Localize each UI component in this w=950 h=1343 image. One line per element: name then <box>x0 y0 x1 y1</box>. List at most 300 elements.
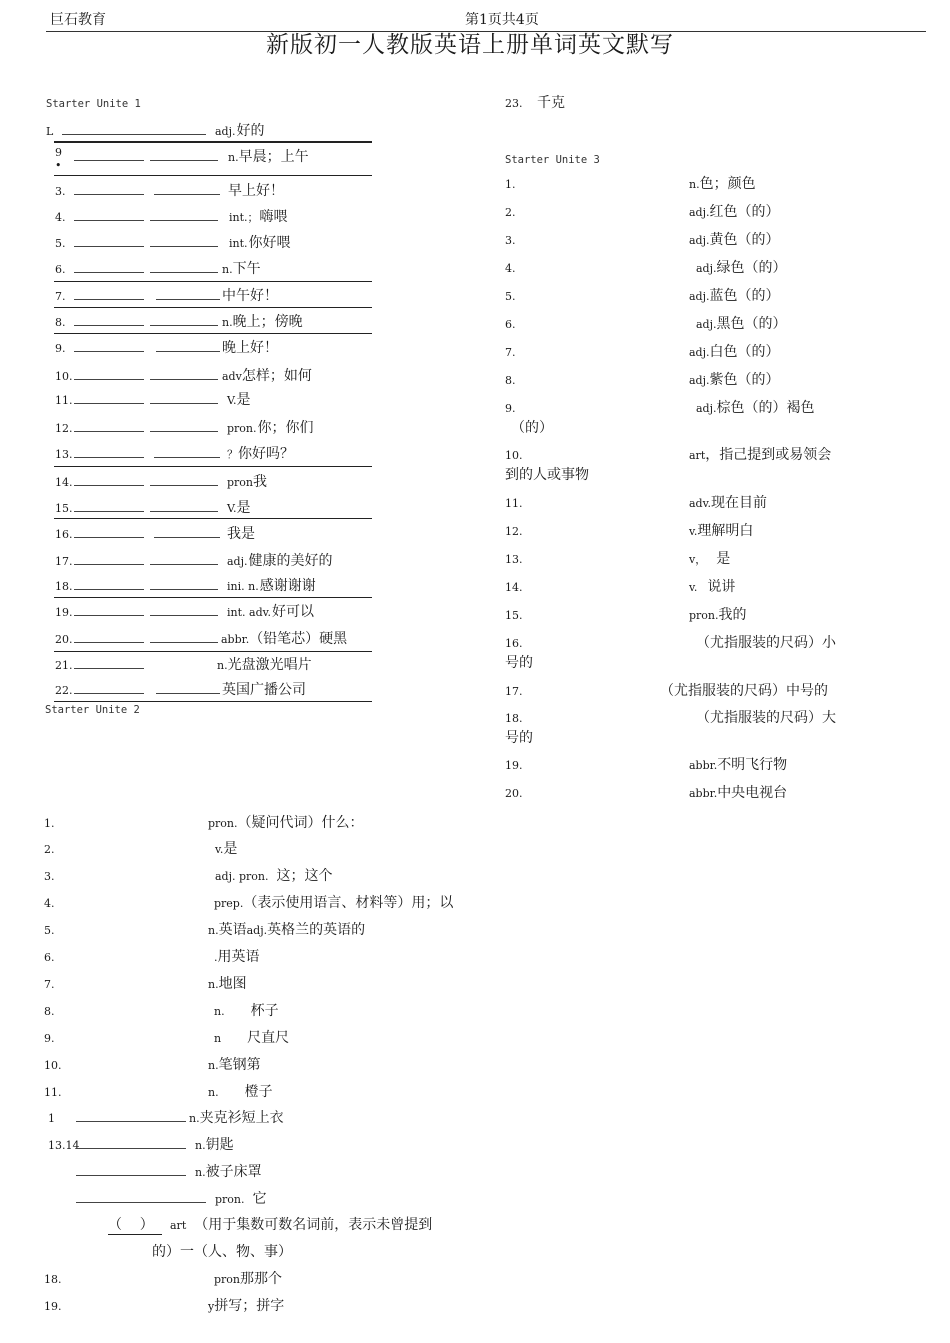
item-gloss-continued: （的） <box>511 420 553 436</box>
answer-blank[interactable] <box>74 537 144 538</box>
item-gloss: 光盘激光唱片 <box>227 657 312 673</box>
item-gloss: 橙子 <box>244 1084 273 1100</box>
starter-1-item-23 <box>505 92 805 112</box>
item-definition <box>221 628 347 648</box>
item-definition <box>689 285 780 305</box>
item-number: 9. <box>44 1032 55 1045</box>
item-number: 17. <box>505 685 523 698</box>
item-number: 20. <box>505 787 523 800</box>
item-number: 15. <box>55 502 73 515</box>
item-gloss: 是 <box>223 841 238 857</box>
item-gloss: 的）一（人、物、事） <box>152 1244 292 1260</box>
item-number: 22. <box>55 684 73 697</box>
starter-2-item <box>0 1134 480 1154</box>
item-gloss: 健康的美好的 <box>248 553 333 569</box>
item-number: 13.14 <box>48 1139 80 1152</box>
starter-3-item <box>505 782 885 802</box>
part-of-speech: adv <box>222 370 242 383</box>
answer-blank[interactable] <box>74 299 144 300</box>
starter-3-item <box>505 604 885 624</box>
part-of-speech: abbr. <box>689 759 718 772</box>
item-gloss: 笔钢第 <box>218 1057 261 1073</box>
part-of-speech: abbr. <box>689 787 718 800</box>
answer-blank[interactable] <box>150 589 218 590</box>
item-gloss: 不明飞行物 <box>717 757 788 773</box>
answer-blank[interactable] <box>154 194 220 195</box>
item-gloss: 好的 <box>236 123 265 139</box>
item-definition <box>228 180 284 200</box>
part-of-speech: n. <box>195 1166 206 1179</box>
item-gloss: 黑色（的） <box>716 316 787 332</box>
item-definition <box>208 1295 284 1315</box>
item-number: 5. <box>55 237 66 250</box>
item-definition <box>689 229 780 249</box>
part-of-speech: n. <box>222 316 233 329</box>
part-of-speech: adj. <box>246 924 268 937</box>
item-definition <box>227 471 267 491</box>
item-definition <box>229 206 288 226</box>
answer-blank[interactable] <box>74 693 144 694</box>
item-definition <box>696 707 836 727</box>
part-of-speech: pron. <box>227 422 257 435</box>
item-gloss: 我是 <box>227 526 255 542</box>
page-title: 新版初一人教版英语上册单词英文默写 <box>266 32 674 58</box>
item-gloss: 理解明白 <box>697 523 754 539</box>
item-gloss: 晚上好！ <box>222 340 278 356</box>
item-definition <box>227 575 316 595</box>
item-number: 11. <box>44 1086 62 1099</box>
row-rule <box>54 142 372 143</box>
answer-blank[interactable] <box>156 351 220 352</box>
part-of-speech: int.； <box>229 211 259 224</box>
item-gloss: 中央电视台 <box>717 785 788 801</box>
item-number: 8. <box>55 316 66 329</box>
item-gloss: 拼写；拼字 <box>214 1298 285 1314</box>
item-definition <box>208 973 247 993</box>
item-definition <box>689 444 831 464</box>
starter-2-item <box>0 1081 480 1101</box>
item-definition <box>208 1054 261 1074</box>
item-gloss: 蓝色（的） <box>709 288 780 304</box>
item-definition <box>222 337 278 357</box>
answer-blank[interactable] <box>150 220 218 221</box>
starter-1-item <box>46 120 366 140</box>
item-definition <box>222 258 261 278</box>
starter-1-item <box>55 523 375 543</box>
starter-2-item <box>0 1295 480 1315</box>
answer-blank[interactable] <box>76 1175 186 1176</box>
starter-1-item <box>55 601 375 621</box>
part-of-speech: prep. <box>214 897 244 910</box>
item-gloss: （铅笔芯）硬黑 <box>249 631 348 647</box>
item-definition <box>214 892 453 912</box>
part-of-speech: n. <box>195 1139 206 1152</box>
part-of-speech: art <box>689 449 706 462</box>
answer-blank[interactable] <box>74 431 144 432</box>
part-of-speech: . <box>214 951 218 964</box>
item-definition <box>689 520 753 540</box>
answer-blank[interactable] <box>150 564 218 565</box>
starter-1-item <box>55 575 375 595</box>
item-number: 8. <box>44 1005 55 1018</box>
item-number: 11. <box>55 394 73 407</box>
item-gloss: 是 <box>236 500 251 516</box>
row-rule <box>54 701 372 702</box>
answer-blank[interactable] <box>74 485 144 486</box>
item-gloss: 黄色（的） <box>709 232 780 248</box>
item-number: 1 <box>48 1112 55 1125</box>
item-number: 13. <box>55 448 73 461</box>
item-number: 9. <box>505 402 516 415</box>
item-number: 4. <box>44 897 55 910</box>
page-indicator: 第1页共4页 <box>465 12 539 28</box>
answer-blank[interactable] <box>74 589 144 590</box>
part-of-speech: n. <box>189 1112 200 1125</box>
section-heading-starter-3: Starter Unite 3 <box>505 154 600 166</box>
item-number: 11. <box>505 497 523 510</box>
org-name: 巨石教育 <box>50 12 106 28</box>
starter-2-item <box>0 919 480 939</box>
part-of-speech: V. <box>227 394 237 407</box>
answer-blank[interactable] <box>150 379 218 380</box>
answer-blank[interactable] <box>74 511 144 512</box>
item-definition <box>222 365 312 385</box>
item-gloss-continued: 号的 <box>505 730 533 746</box>
starter-2-item <box>0 865 480 885</box>
item-definition <box>696 397 815 417</box>
answer-blank[interactable] <box>156 693 220 694</box>
item-gloss: 夹克衫短上衣 <box>199 1110 284 1126</box>
item-definition <box>170 1214 432 1234</box>
item-number: 16. <box>55 528 73 541</box>
item-definition <box>696 632 836 652</box>
item-number: 10. <box>44 1059 62 1072</box>
item-number: 13. <box>505 553 523 566</box>
item-definition <box>227 443 294 463</box>
row-rule <box>54 333 372 334</box>
item-gloss: 英国广播公司 <box>222 682 306 698</box>
part-of-speech: n. <box>208 1059 219 1072</box>
answer-blank[interactable] <box>74 194 144 195</box>
part-of-speech: adj. <box>227 555 248 568</box>
starter-3-item <box>505 201 885 221</box>
answer-blank[interactable] <box>74 325 144 326</box>
item-definition <box>189 1107 284 1127</box>
answer-blank[interactable] <box>62 134 206 135</box>
article-bracket[interactable]: （ ） <box>108 1217 154 1233</box>
item-number: 8. <box>505 374 516 387</box>
starter-3-item <box>505 341 885 361</box>
item-number: 10. <box>55 370 73 383</box>
item-definition <box>214 946 260 966</box>
starter-3-item <box>505 444 885 464</box>
item-definition <box>208 919 365 939</box>
item-gloss: 棕色（的）褐色 <box>716 400 815 416</box>
starter-1-item <box>55 258 375 278</box>
answer-blank[interactable] <box>150 511 218 512</box>
item-definition <box>689 369 780 389</box>
starter-1-item <box>55 206 375 226</box>
part-of-speech: adj. <box>696 262 717 275</box>
answer-blank[interactable] <box>150 485 218 486</box>
part-of-speech: art <box>170 1219 187 1232</box>
item-definition <box>214 1027 289 1047</box>
item-number: 9. <box>55 342 66 355</box>
item-definition <box>222 311 303 331</box>
item-gloss: 它 <box>252 1191 267 1207</box>
part-of-speech: adj. <box>696 402 717 415</box>
starter-1-item <box>55 550 375 570</box>
part-of-speech: V. <box>227 502 237 515</box>
starter-3-item <box>505 313 885 333</box>
bracket-underline <box>108 1234 162 1235</box>
starter-1-item <box>55 180 375 200</box>
item-gloss: 怎样；如何 <box>241 368 312 384</box>
starter-1-item <box>55 654 375 674</box>
starter-1-item <box>55 679 375 699</box>
item-definition <box>689 754 787 774</box>
answer-blank[interactable] <box>150 160 218 161</box>
answer-blank[interactable] <box>74 403 144 404</box>
item-gloss: 我的 <box>718 607 747 623</box>
item-gloss: 英语 <box>218 922 247 938</box>
part-of-speech: n. <box>689 178 700 191</box>
item-number: 15. <box>505 609 523 622</box>
answer-blank[interactable] <box>154 457 220 458</box>
answer-blank[interactable] <box>150 325 218 326</box>
starter-3-item <box>505 754 885 774</box>
answer-blank[interactable] <box>154 537 220 538</box>
item-gloss: 早晨；上午 <box>238 149 309 165</box>
item-definition <box>689 173 756 193</box>
starter-1-item <box>55 337 375 357</box>
item-definition <box>208 812 364 832</box>
part-of-speech: n. <box>208 924 219 937</box>
item-gloss: 嗨喂 <box>259 209 288 225</box>
part-of-speech: n. <box>208 978 219 991</box>
part-of-speech: adj. <box>689 206 710 219</box>
answer-blank[interactable] <box>150 403 218 404</box>
item-number: 6. <box>505 318 516 331</box>
row-rule <box>54 141 372 142</box>
item-definition <box>228 146 309 166</box>
item-definition <box>227 417 314 437</box>
item-definition <box>195 1161 262 1181</box>
item-definition <box>222 285 278 305</box>
item-number: 7. <box>505 346 516 359</box>
item-number: 4. <box>505 262 516 275</box>
answer-blank[interactable] <box>76 1202 206 1203</box>
part-of-speech: abbr. <box>221 633 250 646</box>
item-gloss: 你好喂 <box>248 235 291 251</box>
answer-blank[interactable] <box>74 220 144 221</box>
item-number: 17. <box>55 555 73 568</box>
item-gloss: 地图 <box>218 976 247 992</box>
part-of-speech: adj. <box>215 125 236 138</box>
item-gloss: 中午好！ <box>222 288 278 304</box>
item-number: 10. <box>505 449 523 462</box>
starter-3-item <box>505 229 885 249</box>
item-gloss: 感谢谢谢 <box>259 578 316 594</box>
starter-3-item <box>505 632 885 652</box>
item-number: 12. <box>55 422 73 435</box>
item-definition <box>222 679 306 699</box>
item-number: 19. <box>55 606 73 619</box>
starter-1-item <box>55 146 375 172</box>
starter-2-item <box>0 946 480 966</box>
item-gloss-continued: 号的 <box>505 655 533 671</box>
part-of-speech: pron. <box>208 817 238 830</box>
item-definition <box>689 492 767 512</box>
item-gloss: 尺直尺 <box>247 1030 290 1046</box>
starter-2-item <box>0 1054 480 1074</box>
item-gloss: 好可以 <box>272 604 315 620</box>
item-gloss: 早上好！ <box>228 183 284 199</box>
item-gloss: 这；这个 <box>276 868 333 884</box>
item-number: 14. <box>55 476 73 489</box>
item-number: 12. <box>505 525 523 538</box>
item-gloss: 绿色（的） <box>716 260 787 276</box>
item-definition <box>689 782 787 802</box>
answer-blank[interactable] <box>74 564 144 565</box>
item-number: 23. <box>505 97 523 110</box>
item-gloss: （用于集数可数名词前，表示未曾提到 <box>194 1217 433 1233</box>
starter-3-item <box>505 576 885 596</box>
part-of-speech: adj. <box>689 374 710 387</box>
answer-blank[interactable] <box>150 615 218 616</box>
item-definition <box>689 548 730 568</box>
item-gloss: 白色（的） <box>709 344 780 360</box>
item-definition <box>152 1241 292 1261</box>
starter-1-item <box>55 497 375 517</box>
answer-blank[interactable] <box>74 642 144 643</box>
item-gloss: 是 <box>236 392 251 408</box>
answer-blank[interactable] <box>76 1121 186 1122</box>
item-gloss: 被子床罩 <box>205 1164 262 1180</box>
starter-2-item <box>0 1188 480 1208</box>
part-of-speech: adv. <box>689 497 712 510</box>
answer-blank[interactable] <box>74 668 144 669</box>
starter-1-item <box>55 285 375 305</box>
item-definition <box>696 313 787 333</box>
item-gloss: 钥匙 <box>205 1137 234 1153</box>
row-rule <box>54 281 372 282</box>
answer-blank[interactable] <box>150 642 218 643</box>
starter-1-item <box>55 311 375 331</box>
part-of-speech: int. adv. <box>227 606 272 619</box>
item-gloss: ，指己提到或易领会 <box>705 447 832 463</box>
part-of-speech: adj. <box>696 318 717 331</box>
item-gloss: 那那个 <box>240 1271 283 1287</box>
starter-3-item <box>505 369 885 389</box>
starter-1-item <box>55 628 375 648</box>
item-number: 1. <box>505 178 516 191</box>
item-number: 2. <box>44 843 55 856</box>
answer-blank[interactable] <box>150 272 218 273</box>
item-number: 21. <box>55 659 73 672</box>
row-rule <box>54 518 372 519</box>
part-of-speech: n. <box>208 1086 219 1099</box>
item-definition <box>227 497 251 517</box>
part-of-speech: adj. <box>689 290 710 303</box>
answer-blank[interactable] <box>74 457 144 458</box>
row-rule <box>54 651 372 652</box>
item-definition <box>215 865 333 885</box>
item-number: 9 • <box>55 146 62 172</box>
starter-1-item <box>55 417 375 437</box>
item-definition <box>214 1000 279 1020</box>
starter-3-item <box>505 285 885 305</box>
item-definition <box>689 341 780 361</box>
item-definition <box>660 680 828 700</box>
answer-blank[interactable] <box>74 379 144 380</box>
part-of-speech: v. <box>689 525 698 538</box>
answer-blank[interactable] <box>76 1148 186 1149</box>
starter-2-item <box>0 973 480 993</box>
answer-blank[interactable] <box>150 246 218 247</box>
row-rule <box>54 597 372 598</box>
item-number: 3. <box>505 234 516 247</box>
item-gloss: 色；颜色 <box>699 176 756 192</box>
answer-blank[interactable] <box>74 160 144 161</box>
item-gloss: 你好吗？ <box>238 446 294 462</box>
part-of-speech: n. <box>214 1005 225 1018</box>
item-number: 5. <box>44 924 55 937</box>
section-heading-starter-2: Starter Unite 2 <box>45 704 140 716</box>
item-number: 6. <box>44 951 55 964</box>
item-gloss: 你；你们 <box>257 420 314 436</box>
answer-blank[interactable] <box>74 351 144 352</box>
part-of-speech: pron <box>214 1273 241 1286</box>
item-gloss: （尤指服装的尺码）大 <box>696 710 836 726</box>
starter-2-item <box>0 1161 480 1181</box>
item-gloss: 杯子 <box>250 1003 279 1019</box>
part-of-speech: adj. pron. <box>215 870 269 883</box>
answer-blank[interactable] <box>156 299 220 300</box>
starter-2-item <box>0 892 480 912</box>
item-definition <box>689 576 735 596</box>
item-definition <box>217 654 312 674</box>
item-gloss-continued: 到的人或事物 <box>505 467 589 483</box>
starter-3-item <box>505 548 885 568</box>
part-of-speech: v， <box>689 553 707 566</box>
part-of-speech: n. <box>222 263 233 276</box>
item-definition <box>696 257 787 277</box>
item-definition <box>208 1081 273 1101</box>
item-gloss: 现在目前 <box>711 495 768 511</box>
part-of-speech: n. <box>228 151 239 164</box>
answer-blank[interactable] <box>150 431 218 432</box>
item-gloss: 紫色（的） <box>709 372 780 388</box>
item-gloss: 是 <box>716 551 731 567</box>
part-of-speech: int. <box>229 237 248 250</box>
starter-1-item <box>55 471 375 491</box>
item-definition <box>227 601 314 621</box>
starter-2-item <box>0 1107 480 1127</box>
answer-blank[interactable] <box>74 246 144 247</box>
row-rule <box>54 307 372 308</box>
answer-blank[interactable] <box>74 272 144 273</box>
answer-blank[interactable] <box>74 615 144 616</box>
item-gloss: （尤指服装的尺码）小 <box>696 635 836 651</box>
part-of-speech: v. <box>215 843 224 856</box>
starter-2-item <box>0 838 480 858</box>
starter-3-item <box>505 397 885 417</box>
item-definition <box>215 120 265 140</box>
starter-3-item <box>505 680 885 700</box>
item-number: 18. <box>505 712 523 725</box>
starter-1-item <box>55 232 375 252</box>
